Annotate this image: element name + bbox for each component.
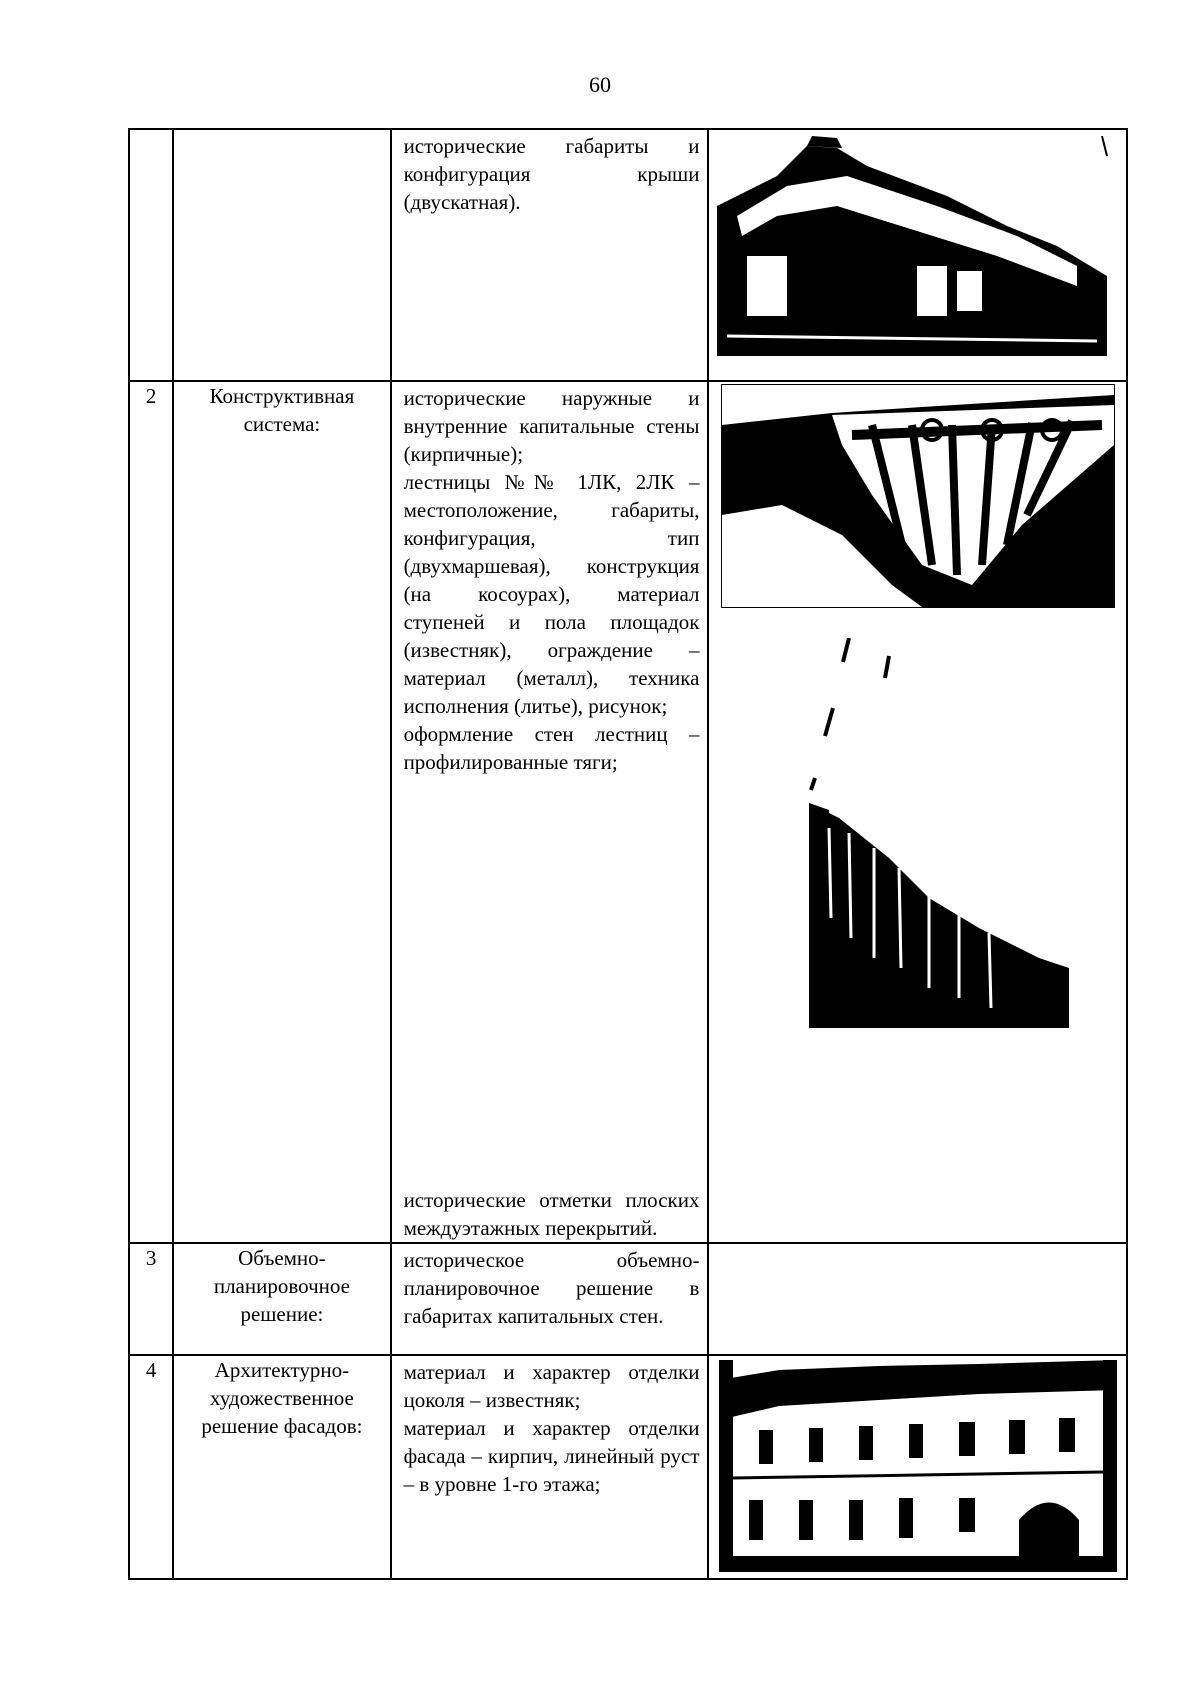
row-number — [129, 129, 173, 381]
railing-photo-graphic — [722, 385, 1114, 607]
description-paragraph: исторические габариты и конфигурация крыши (двускатная). — [403, 134, 700, 214]
table-row — [129, 129, 1127, 381]
row-number: 4 — [129, 1355, 173, 1579]
protected-features-table — [128, 128, 1128, 1580]
image-cell — [708, 1355, 1127, 1579]
photo-facade — [719, 1360, 1117, 1572]
table-row — [129, 381, 1127, 1243]
row-number: 2 — [129, 381, 173, 1243]
description-paragraph: историческое объемно-планировочное решение в габаритах капитальных стен. — [403, 1248, 700, 1328]
description-paragraph: исторические отметки плоских междуэтажных перекрытий. — [403, 1188, 700, 1240]
row-name: Конструктивная система: — [173, 381, 390, 1243]
photo-stair-flight — [779, 638, 1069, 1028]
row-number: 3 — [129, 1243, 173, 1355]
photo-roof-cornice — [717, 136, 1113, 356]
table-row — [129, 1243, 1127, 1355]
row-name: Объемно-планировочное решение: — [173, 1243, 390, 1355]
table-row — [129, 1355, 1127, 1579]
row-description — [391, 129, 709, 381]
row-name: Архитектурно-художественное решение фасадов: — [173, 1355, 390, 1579]
description-paragraph: лестницы №№ 1ЛК, 2ЛК – местоположение, габариты, конфигурация, тип (двухмаршевая), конструкция (на косоурах), материал ступеней и пола площадок (известняк), ограждение – материал (металл), техника исполнения (литье), рисунок; — [403, 470, 700, 718]
image-cell — [708, 381, 1127, 1243]
facade-photo-graphic — [719, 1360, 1117, 1572]
row-description — [391, 381, 709, 1243]
photo-stair-railing — [721, 384, 1115, 608]
image-cell — [708, 129, 1127, 381]
image-cell — [708, 1243, 1127, 1355]
description-paragraph: материал и характер отделки фасада – кирпич, линейный руст – в уровне 1-го этажа; — [403, 1416, 700, 1496]
roof-photo-graphic — [717, 136, 1113, 356]
description-paragraph: материал и характер отделки цоколя – известняк; — [403, 1360, 700, 1412]
stair-photo-graphic — [779, 638, 1069, 1028]
description-paragraph: исторические наружные и внутренние капитальные стены (кирпичные); — [403, 386, 700, 466]
page-number: 60 — [589, 72, 611, 97]
row-name — [173, 129, 390, 381]
description-paragraph: оформление стен лестниц – профилированные тяги; — [403, 722, 700, 774]
row-description — [391, 1243, 709, 1355]
row-description — [391, 1355, 709, 1579]
